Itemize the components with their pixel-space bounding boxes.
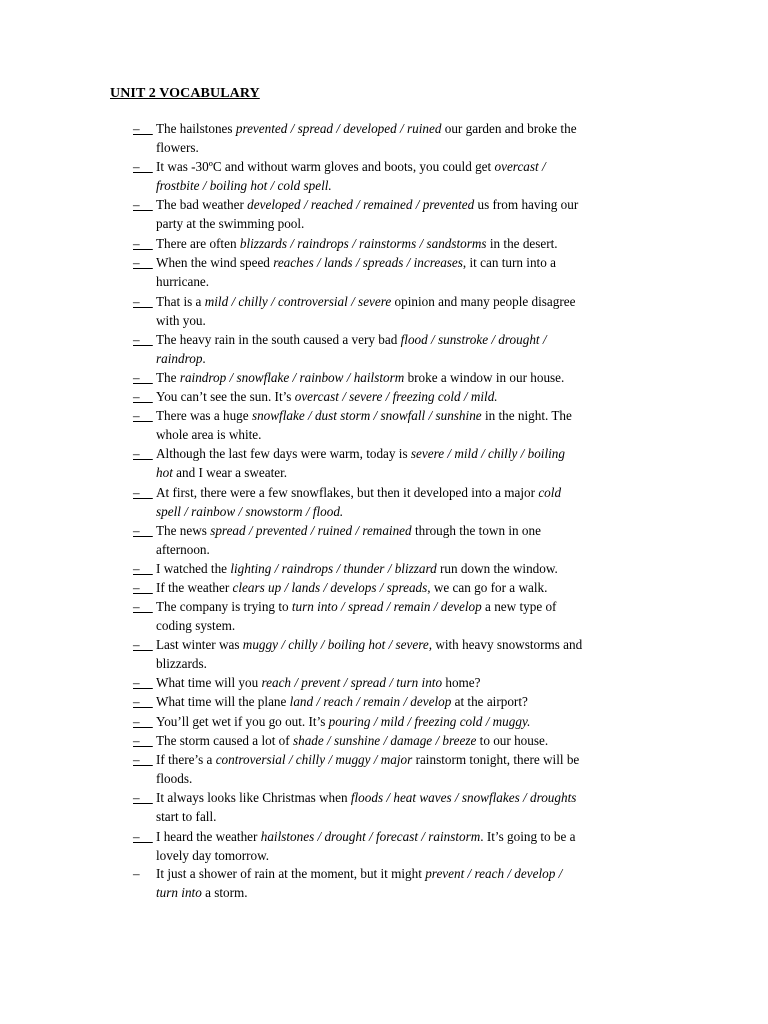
- sentence-text: to our house.: [476, 733, 549, 748]
- item-line: [156, 692, 528, 711]
- item-dash: –: [133, 159, 153, 174]
- item-line: [156, 635, 582, 654]
- page-title: UNIT 2 VOCABULARY: [110, 86, 260, 101]
- sentence-text: You can’t see the sun. It’s: [156, 389, 295, 404]
- sentence-text: It just a shower of rain at the moment, but it might: [156, 866, 426, 881]
- item-dash: –: [133, 866, 140, 881]
- sentence-text: I watched the: [156, 561, 231, 576]
- word-choice-options: turn into / spread / remain / develop: [291, 599, 482, 614]
- item-line: [156, 119, 577, 138]
- sentence-text: The hailstones: [156, 121, 236, 136]
- sentence-text: It always looks like Christmas when: [156, 790, 351, 805]
- sentence-text: , we can go for a walk.: [427, 580, 548, 595]
- item-line: [156, 807, 216, 826]
- sentence-text: rainstorm tonight, there will be: [412, 752, 580, 767]
- sentence-text: opinion and many people disagree: [391, 294, 576, 309]
- item-line: [156, 368, 564, 387]
- item-line: [156, 750, 579, 769]
- word-choice-options: raindrop / snowflake / rainbow / hailstorm: [179, 370, 405, 385]
- word-choice-options: snowflake / dust storm / snowfall / sunshine: [251, 408, 482, 423]
- item-dash: –: [133, 694, 153, 709]
- item-line: [156, 483, 561, 502]
- word-choice-options: land / reach / remain / develop: [289, 694, 452, 709]
- item-line: [156, 387, 498, 406]
- word-choice-options: pouring / mild / freezing cold / muggy.: [328, 714, 531, 729]
- word-choice-options: controversial / chilly / muggy / major: [215, 752, 413, 767]
- item-line: [156, 195, 578, 214]
- word-choice-options: raindrop: [156, 351, 203, 366]
- word-choice-options: prevented / spread / developed / ruined: [235, 121, 442, 136]
- sentence-text: Although the last few days were warm, today is: [156, 446, 411, 461]
- sentence-text: hurricane.: [156, 274, 210, 289]
- sentence-text: .: [202, 351, 206, 366]
- item-dash: –: [133, 714, 153, 729]
- word-choice-options: turn into: [156, 885, 202, 900]
- sentence-text: It was -30ºC and without warm gloves and boots, you could get: [156, 159, 495, 174]
- item-line: [156, 769, 192, 788]
- item-line: [156, 253, 556, 272]
- item-line: [156, 864, 562, 883]
- sentence-text: Last winter was: [156, 637, 243, 652]
- word-choice-options: spell / rainbow / snowstorm / flood.: [156, 504, 344, 519]
- sentence-text: coding system.: [156, 618, 236, 633]
- item-dash: –: [133, 370, 153, 385]
- item-dash: –: [133, 790, 153, 805]
- word-choice-options: developed / reached / remained / prevented: [247, 197, 475, 212]
- item-line: [156, 559, 558, 578]
- sentence-text: at the airport?: [451, 694, 528, 709]
- word-choice-options: severe / mild / chilly / boiling: [410, 446, 565, 461]
- sentence-text: our garden and broke the: [441, 121, 577, 136]
- sentence-text: a storm.: [201, 885, 248, 900]
- word-choice-options: flood / sunstroke / drought /: [400, 332, 547, 347]
- sentence-text: and I wear a sweater.: [172, 465, 288, 480]
- item-line: [156, 578, 547, 597]
- word-choice-options: overcast /: [494, 159, 546, 174]
- item-line: [156, 463, 287, 482]
- sentence-text: us from having our: [474, 197, 579, 212]
- word-choice-options: hailstones / drought / forecast / rainstorm: [260, 829, 481, 844]
- item-line: [156, 330, 547, 349]
- word-choice-options: spread / prevented / ruined / remained: [210, 523, 412, 538]
- item-line: [156, 502, 343, 521]
- sentence-text: blizzards.: [156, 656, 207, 671]
- item-line: [156, 883, 248, 902]
- sentence-text: The storm caused a lot of: [156, 733, 293, 748]
- sentence-text: run down the window.: [436, 561, 558, 576]
- item-dash: –: [133, 733, 153, 748]
- item-dash: –: [133, 197, 153, 212]
- item-line: [156, 712, 530, 731]
- item-dash: –: [133, 255, 153, 270]
- item-line: [156, 597, 556, 616]
- sentence-text: with heavy snowstorms and: [432, 637, 583, 652]
- sentence-text: in the desert.: [486, 236, 558, 251]
- sentence-text: lovely day tomorrow.: [156, 848, 270, 863]
- item-line: [156, 292, 575, 311]
- word-choice-options: floods / heat waves / snowflakes / droughts: [350, 790, 577, 805]
- word-choice-options: cold: [538, 485, 562, 500]
- item-dash: –: [133, 580, 153, 595]
- sentence-text: home?: [442, 675, 481, 690]
- sentence-text: with you.: [156, 313, 206, 328]
- word-choice-options: mild / chilly / controversial / severe: [204, 294, 392, 309]
- sentence-text: At first, there were a few snowflakes, but then it developed into a major: [156, 485, 539, 500]
- word-choice-options: hot: [156, 465, 173, 480]
- item-line: [156, 444, 565, 463]
- item-line: [156, 788, 576, 807]
- sentence-text: When the wind speed: [156, 255, 274, 270]
- sentence-text: If the weather: [156, 580, 233, 595]
- item-line: [156, 157, 546, 176]
- item-dash: –: [133, 389, 153, 404]
- item-dash: –: [133, 446, 153, 461]
- item-line: [156, 138, 199, 157]
- item-line: [156, 176, 332, 195]
- item-dash: –: [133, 752, 153, 767]
- sentence-text: The company is trying to: [156, 599, 292, 614]
- item-dash: –: [133, 332, 153, 347]
- sentence-text: That is a: [156, 294, 205, 309]
- word-choice-options: reach / prevent / spread / turn into: [261, 675, 443, 690]
- sentence-text: The heavy rain in the south caused a very bad: [156, 332, 401, 347]
- item-line: [156, 654, 207, 673]
- sentence-text: , it can turn into a: [462, 255, 556, 270]
- sentence-text: The bad weather: [156, 197, 248, 212]
- item-dash: –: [133, 523, 153, 538]
- item-line: [156, 521, 541, 540]
- sentence-text: . It’s going to be a: [480, 829, 576, 844]
- item-line: [156, 349, 206, 368]
- item-dash: –: [133, 408, 153, 423]
- item-line: [156, 406, 572, 425]
- sentence-text: whole area is white.: [156, 427, 262, 442]
- sentence-text: broke a window in our house.: [404, 370, 565, 385]
- sentence-text: a new type of: [481, 599, 557, 614]
- item-dash: –: [133, 829, 153, 844]
- sentence-text: party at the swimming pool.: [156, 216, 305, 231]
- item-line: [156, 311, 206, 330]
- item-dash: –: [133, 236, 153, 251]
- item-dash: –: [133, 485, 153, 500]
- sentence-text: What time will you: [156, 675, 262, 690]
- word-choice-options: blizzards / raindrops / rainstorms / sandstorms: [239, 236, 487, 251]
- item-dash: –: [133, 294, 153, 309]
- sentence-text: flowers.: [156, 140, 199, 155]
- item-line: [156, 673, 481, 692]
- word-choice-options: reaches / lands / spreads / increases: [273, 255, 463, 270]
- word-choice-options: muggy / chilly / boiling hot / severe,: [242, 637, 433, 652]
- word-choice-options: shade / sunshine / damage / breeze: [292, 733, 477, 748]
- sentence-text: What time will the plane: [156, 694, 290, 709]
- item-dash: –: [133, 599, 153, 614]
- sentence-text: afternoon.: [156, 542, 210, 557]
- item-dash: –: [133, 675, 153, 690]
- item-line: [156, 425, 261, 444]
- sentence-text: If there’s a: [156, 752, 216, 767]
- word-choice-options: lighting / raindrops / thunder / blizzard: [230, 561, 437, 576]
- word-choice-options: prevent / reach / develop /: [425, 866, 563, 881]
- sentence-text: I heard the weather: [156, 829, 261, 844]
- word-choice-options: overcast / severe / freezing cold / mild.: [294, 389, 498, 404]
- sentence-text: There was a huge: [156, 408, 252, 423]
- word-choice-options: frostbite / boiling hot / cold spell.: [156, 178, 332, 193]
- item-line: [156, 846, 269, 865]
- sentence-text: You’ll get wet if you go out. It’s: [156, 714, 329, 729]
- item-line: [156, 616, 235, 635]
- word-choice-options: clears up / lands / develops / spreads: [232, 580, 428, 595]
- sentence-text: floods.: [156, 771, 193, 786]
- item-line: [156, 214, 304, 233]
- sentence-text: The news: [156, 523, 211, 538]
- item-line: [156, 731, 548, 750]
- sentence-text: in the night. The: [481, 408, 572, 423]
- item-line: [156, 234, 558, 253]
- item-line: [156, 827, 576, 846]
- item-dash: –: [133, 561, 153, 576]
- item-dash: –: [133, 121, 153, 136]
- item-line: [156, 272, 209, 291]
- sentence-text: through the town in one: [411, 523, 541, 538]
- item-dash: –: [133, 637, 153, 652]
- item-line: [156, 540, 210, 559]
- sentence-text: The: [156, 370, 180, 385]
- sentence-text: There are often: [156, 236, 240, 251]
- sentence-text: start to fall.: [156, 809, 217, 824]
